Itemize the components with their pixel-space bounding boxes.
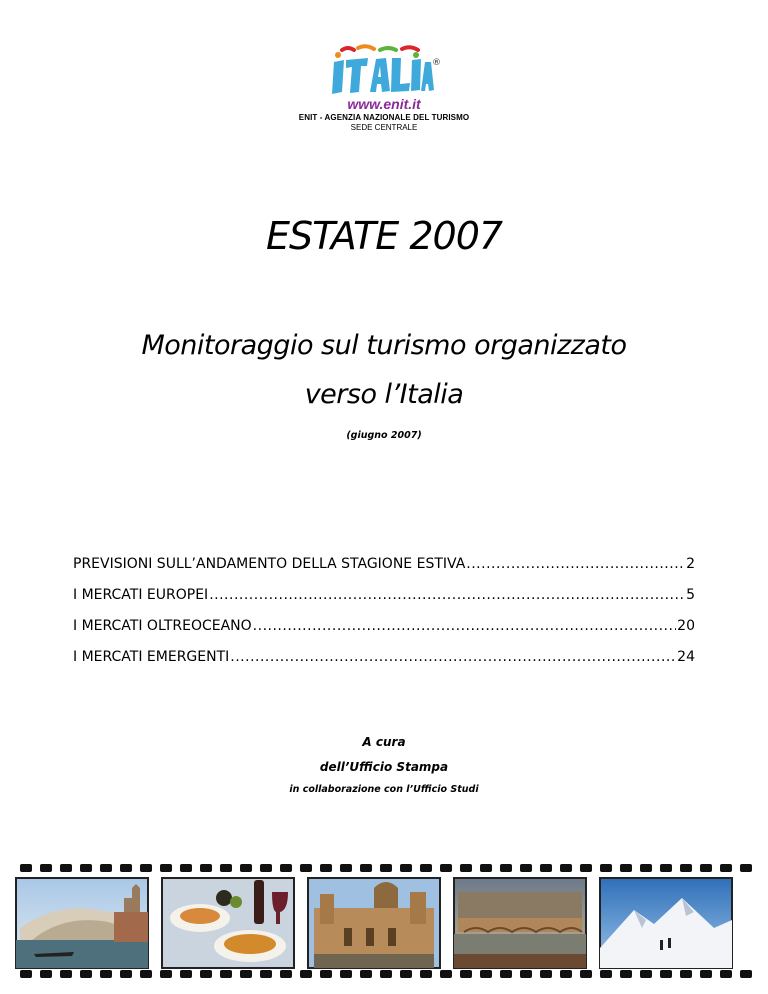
toc-entry-page: 20 <box>677 618 695 634</box>
toc-leader-dots <box>209 587 685 603</box>
film-hole <box>700 864 712 872</box>
film-hole <box>120 864 132 872</box>
film-hole <box>640 864 652 872</box>
credit-line-2: dell’Ufficio Stampa <box>319 760 449 774</box>
registered-mark: ® <box>432 58 441 68</box>
toc-entry-label: I MERCATI EMERGENTI <box>73 649 230 665</box>
film-hole <box>100 970 112 978</box>
toc-leader-dots <box>253 618 677 634</box>
film-hole <box>260 970 272 978</box>
venice-rialto-photo <box>16 878 148 968</box>
film-hole <box>340 864 352 872</box>
film-hole <box>440 864 452 872</box>
film-hole <box>480 970 492 978</box>
film-hole <box>200 864 212 872</box>
film-hole <box>580 864 592 872</box>
film-hole <box>400 864 412 872</box>
film-hole <box>60 864 72 872</box>
film-hole <box>500 864 512 872</box>
snowy-mountain-photo <box>600 878 732 968</box>
document-date: (giugno 2007) <box>346 430 422 441</box>
film-hole <box>40 970 52 978</box>
film-hole <box>520 970 532 978</box>
film-hole <box>180 864 192 872</box>
agency-seat: SEDE CENTRALE <box>350 123 418 132</box>
film-hole <box>20 970 32 978</box>
document-title: ESTATE 2007 <box>265 214 503 258</box>
film-hole <box>740 970 752 978</box>
film-hole <box>620 864 632 872</box>
toc-entry[interactable] <box>73 618 695 649</box>
italian-food-photo <box>162 878 294 968</box>
film-hole <box>280 864 292 872</box>
film-hole <box>100 864 112 872</box>
film-hole <box>500 970 512 978</box>
film-hole <box>640 970 652 978</box>
film-hole <box>20 864 32 872</box>
agency-name: ENIT - AGENZIA NAZIONALE DEL TURISMO <box>298 113 470 122</box>
film-hole <box>740 864 752 872</box>
film-hole <box>380 864 392 872</box>
toc-entry-page: 5 <box>686 587 695 603</box>
film-hole <box>360 970 372 978</box>
film-hole <box>160 864 172 872</box>
film-hole <box>340 970 352 978</box>
film-hole <box>120 970 132 978</box>
film-hole <box>260 864 272 872</box>
film-hole <box>540 970 552 978</box>
film-hole <box>400 970 412 978</box>
film-hole <box>580 970 592 978</box>
florence-ponte-vecchio-photo <box>454 878 586 968</box>
film-hole <box>240 864 252 872</box>
film-hole <box>240 970 252 978</box>
film-hole <box>80 970 92 978</box>
film-hole <box>720 970 732 978</box>
film-hole <box>160 970 172 978</box>
film-hole <box>420 864 432 872</box>
film-hole <box>680 864 692 872</box>
enit-logo <box>318 36 450 116</box>
film-hole <box>520 864 532 872</box>
film-hole <box>720 864 732 872</box>
film-strip <box>14 858 756 980</box>
document-subtitle-line2: verso l’Italia <box>304 379 464 410</box>
film-hole <box>380 970 392 978</box>
toc-entry[interactable] <box>73 587 695 618</box>
film-hole <box>620 970 632 978</box>
toc-entry-label: PREVISIONI SULL’ANDAMENTO DELLA STAGIONE ESTIVA <box>73 556 466 572</box>
film-hole <box>420 970 432 978</box>
film-hole <box>40 864 52 872</box>
film-hole <box>600 864 612 872</box>
film-hole <box>80 864 92 872</box>
toc-entry[interactable] <box>73 556 695 587</box>
toc-entry-label: I MERCATI EUROPEI <box>73 587 209 603</box>
film-hole <box>280 970 292 978</box>
film-hole <box>560 970 572 978</box>
film-hole <box>140 970 152 978</box>
film-hole <box>200 970 212 978</box>
film-hole <box>560 864 572 872</box>
film-hole <box>660 864 672 872</box>
toc-entry[interactable] <box>73 649 695 680</box>
film-hole <box>320 864 332 872</box>
film-hole <box>300 864 312 872</box>
toc-entry-page: 24 <box>677 649 695 665</box>
film-hole <box>600 970 612 978</box>
film-hole <box>680 970 692 978</box>
film-hole <box>320 970 332 978</box>
film-hole <box>220 970 232 978</box>
film-hole <box>460 970 472 978</box>
palermo-cathedral-photo <box>308 878 440 968</box>
film-hole <box>140 864 152 872</box>
logo-website: www.enit.it <box>347 96 421 112</box>
table-of-contents <box>73 556 695 680</box>
document-subtitle-line1: Monitoraggio sul turismo organizzato <box>141 330 627 361</box>
film-hole <box>60 970 72 978</box>
toc-entry-label: I MERCATI OLTREOCEANO <box>73 618 252 634</box>
toc-entry-page: 2 <box>686 556 695 572</box>
film-hole <box>480 864 492 872</box>
film-hole <box>300 970 312 978</box>
film-hole <box>700 970 712 978</box>
credit-line-1: A cura <box>362 735 406 749</box>
credit-line-3: in collaborazione con l’Ufficio Studi <box>289 784 479 795</box>
film-hole <box>360 864 372 872</box>
film-hole <box>180 970 192 978</box>
film-hole <box>540 864 552 872</box>
toc-leader-dots <box>466 556 685 572</box>
toc-leader-dots <box>230 649 676 665</box>
film-hole <box>440 970 452 978</box>
film-hole <box>660 970 672 978</box>
film-hole <box>220 864 232 872</box>
film-hole <box>460 864 472 872</box>
